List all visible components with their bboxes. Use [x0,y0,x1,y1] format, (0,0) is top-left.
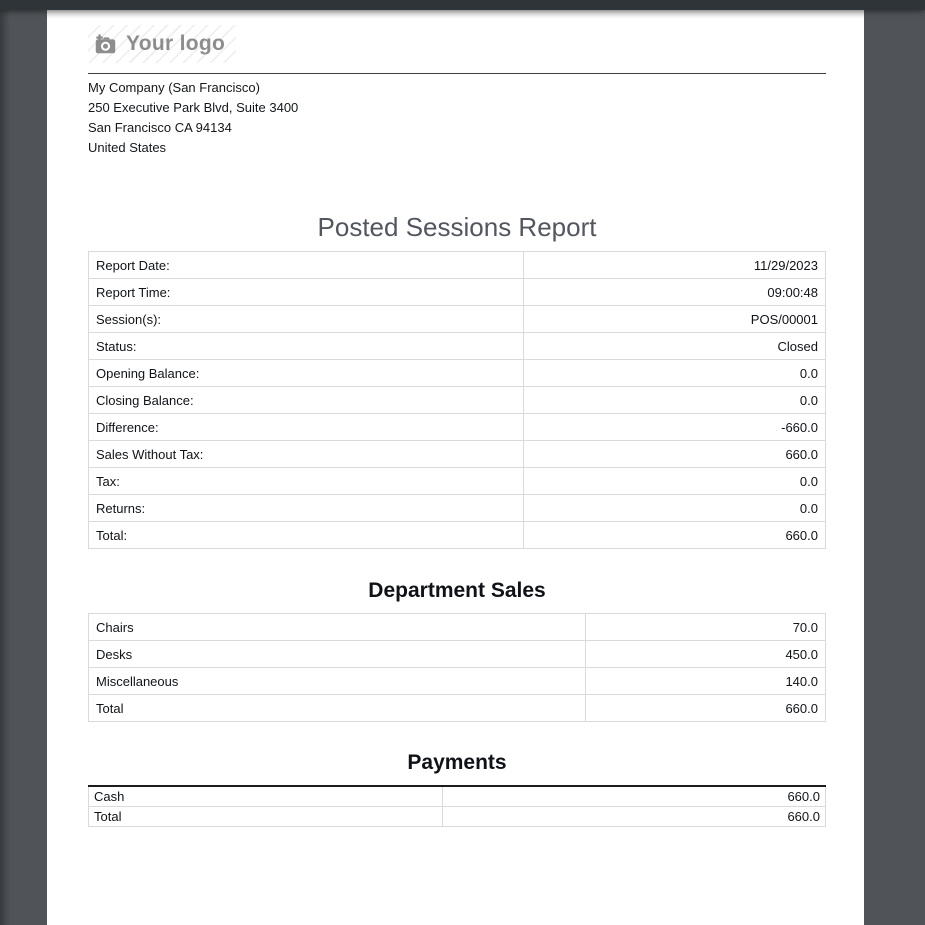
camera-plus-icon [94,34,117,55]
table-row [89,468,826,495]
logo-text: Your logo [126,32,226,55]
row-label: Difference: [89,414,524,441]
company-street: 250 Executive Park Blvd, Suite 3400 [88,100,299,115]
row-value: -660.0 [523,414,825,441]
row-value: 0.0 [523,387,825,414]
row-value: 11/29/2023 [523,252,825,279]
header-divider [88,73,826,74]
table-row [89,279,826,306]
row-label: Closing Balance: [89,387,524,414]
row-value: 660.0 [442,786,825,806]
table-row [89,641,826,668]
company-country: United States [88,140,167,155]
row-value: 0.0 [523,468,825,495]
table-row [89,441,826,468]
row-label: Desks [89,641,586,668]
company-address-block [88,78,826,158]
row-value: Closed [523,333,825,360]
row-label: Sales Without Tax: [89,441,524,468]
table-row [89,387,826,414]
table-row [89,668,826,695]
report-title: Posted Sessions Report [317,212,597,242]
row-value: 0.0 [523,495,825,522]
row-label: Report Time: [89,279,524,306]
table-row [89,360,826,387]
row-label: Report Date: [89,252,524,279]
table-row [89,252,826,279]
session-summary-table [88,251,826,549]
row-value: 660.0 [523,522,825,549]
row-label: Status: [89,333,524,360]
row-label: Total [89,695,586,722]
table-row [89,806,826,826]
row-value: 660.0 [442,806,825,826]
row-label: Opening Balance: [89,360,524,387]
document-page [47,10,864,925]
table-row [89,414,826,441]
row-label: Session(s): [89,306,524,333]
department-sales-table [88,613,826,722]
row-label: Total: [89,522,524,549]
row-value: 660.0 [586,695,826,722]
top-bar [0,0,925,10]
row-value: POS/00001 [523,306,825,333]
company-city: San Francisco CA 94134 [88,120,232,135]
company-name: My Company (San Francisco) [88,80,260,95]
table-row [89,495,826,522]
table-row [89,333,826,360]
table-row [89,614,826,641]
row-label: Total [89,806,443,826]
row-label: Chairs [89,614,586,641]
row-value: 660.0 [523,441,825,468]
table-row [89,786,826,806]
table-row [89,306,826,333]
department-sales-heading: Department Sales [368,579,546,602]
row-value: 09:00:48 [523,279,825,306]
table-row [89,695,826,722]
left-edge-shadow [0,0,10,925]
row-label: Cash [89,786,443,806]
row-value: 70.0 [586,614,826,641]
row-value: 0.0 [523,360,825,387]
row-label: Tax: [89,468,524,495]
row-value: 140.0 [586,668,826,695]
table-row [89,522,826,549]
logo-placeholder [88,25,236,63]
row-label: Returns: [89,495,524,522]
row-value: 450.0 [586,641,826,668]
payments-heading: Payments [407,751,507,774]
row-label: Miscellaneous [89,668,586,695]
payments-table [88,785,826,827]
